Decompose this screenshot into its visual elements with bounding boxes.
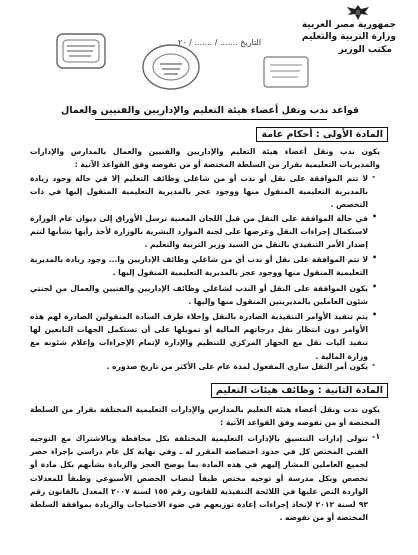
stamp-center-icon: [140, 42, 202, 92]
stamp-left-icon: [55, 32, 107, 70]
header-country: جمهورية مصر العربية: [301, 20, 396, 30]
document-title: قواعد ندب ونقل أعضاء هيئة التعليم والإداريين والفنيين والعمال: [60, 105, 359, 116]
bullet-mark: -: [372, 172, 376, 181]
section1-item-1: لا تتم الموافقة على نقل أو ندب أو من شاغلي وظائف التعليم إلا في حالة وجود زيادة بالمديرية التعليمية المنقول منها ووجود عجز بالمديرية التعليمية المنقول إليها في ذات التخصص .: [30, 174, 368, 210]
title-underline: [95, 119, 327, 120]
section2-intro: يكون ندب ونقل أعضاء هيئة التعليم بالمدارس والإدارات التعليمية المختلفة بقرار من السلطة المختصة أو من تفوضه وفق القواعد الآتية :: [30, 405, 380, 428]
section1-item-4: يكون الموافقة على النقل أو الندب لشاغلي وظائف الإداريين والفنيين والعمال من لجنتي شئون العاملين بالمديريتين المنقول منها وإليها .: [30, 284, 368, 307]
section1-heading: المادة الأولى : أحكام عامة: [256, 127, 388, 142]
header-office: مكتب الوزير: [338, 45, 392, 55]
section2-heading: المادة الثانية : وظائف هيئات التعليم: [211, 383, 388, 398]
section2-item-1: تتولى إدارات التنسيق بالإدارات التعليمية المختلفة بكل محافظة وبالاشتراك مع التوجيه الفني المختص كل في حدود اختصاصه المقرر له ـ وفي نهاية كل عام دراسي بإجراء حصر لجميع العاملين المشار إليهم في هذه المادة بما يوضح العجز والزيادة بشأنهم بكل مادة أو تخصص وبكل مدرسة أو توجيه مختص طبقاً لنصاب الحصص الأسبوعي وطبقاً للمعدلات الواردة النص عليها في اللائحة التنفيذية للقانون رقم ١٥٥ لسنة ٢٠٠٧ المعدل بالقانون رقم ٩٣ لسنة ٢٠١٢ لإتخاذ إجراءات إعادة توزيعهم في ضوء الاحتياجات والزيادة بموافقة السلطة المختصة أو من تفوضه .: [30, 434, 368, 523]
section1-item-3: لا تتم الموافقة على نقل أو ندب أي من شاغلي وظائف الإداريين وا... وجود زيادة بالمديرية التعليمية المنقول منها ووجود عجز بالمديرية التعليمية المنقول إليها .: [30, 255, 368, 278]
section1-item-6: يكون أمر النقل ساري المفعول لمدة عام على الأكثر من تاريخ صدوره .: [106, 362, 368, 371]
bullet-mark: •: [372, 212, 378, 221]
bullet-mark: -١: [372, 432, 381, 441]
bullet-mark: •: [372, 282, 378, 291]
section1-intro: يكون ندب ونقل أعضاء هيئة التعليم والإداريين والفنيين والعمال بالمدارس والإدارات والمديريات التعليمية بقرار من السلطة المختصة أو من تفوضه وفق القواعد الآتية :: [30, 147, 380, 170]
bullet-mark: •: [372, 310, 378, 319]
bullet-mark: -: [372, 360, 376, 369]
eagle-emblem-icon: [345, 3, 371, 21]
header-ministry: وزارة التربية والتعليم: [301, 32, 396, 42]
date-field: التاريخ ....... / ....... / ٢٠: [178, 38, 262, 47]
section1-item-2: في حالة الموافقة على النقل من قبل اللجان المعنية ترسل الأوراق إلى ديوان عام الوزارة لاستكمال إجراءات النقل وعرضها على لجنة الموارد البشرية بالوزارة لأخذ رأيها بشأنها لتتم إصدار الأمر التنفيذي بالنقل من السيد وزير التربية والتعليم .: [30, 214, 368, 250]
bullet-mark: •: [372, 253, 378, 262]
section1-item-5: يتم تنفيذ الأوامر التنفيذية الصادرة بالنقل وإخلاء طرف السادة المنقولين الصادرة لهم هذه الأوامر دون انتظار نقل درجاتهم المالية أو تمويلها على أن تستكمل الجهات التابعين لها تنفيذ آليات نقل مع الجهاز المركزي للتنظيم والإدارة لإتمام الإجراءات وإعلام شئونه مع وزارة المالية .: [30, 312, 368, 361]
stamp-right-icon: [262, 55, 310, 89]
